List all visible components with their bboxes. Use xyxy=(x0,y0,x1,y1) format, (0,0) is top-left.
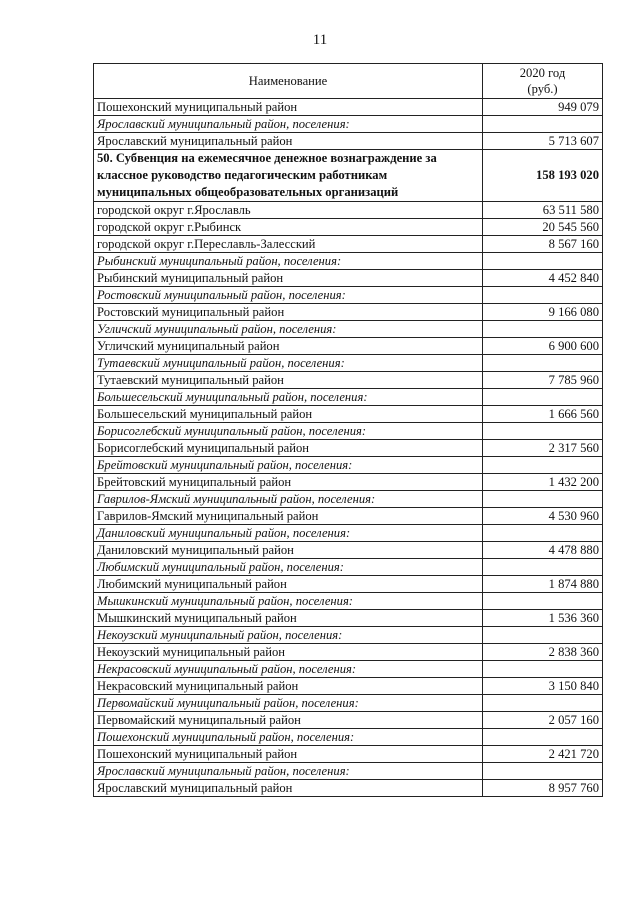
row-value xyxy=(483,593,603,610)
row-name: 50. Субвенция на ежемесячное денежное вознаграждение за классное руководство педагогическим работникам муниципальных общеобразовательных организаций xyxy=(94,150,483,202)
row-value xyxy=(483,457,603,474)
subheading-row xyxy=(94,321,603,338)
row-value xyxy=(483,321,603,338)
row-name: городской округ г.Ярославль xyxy=(94,202,483,219)
table-row xyxy=(94,610,603,627)
row-value xyxy=(483,253,603,270)
row-name: Гаврилов-Ямский муниципальный район, поселения: xyxy=(94,491,483,508)
row-value xyxy=(483,559,603,576)
table-row xyxy=(94,644,603,661)
row-name: Ярославский муниципальный район, поселения: xyxy=(94,116,483,133)
subheading-row xyxy=(94,627,603,644)
row-name: Мышкинский муниципальный район, поселения: xyxy=(94,593,483,610)
table-row xyxy=(94,576,603,593)
row-value: 7 785 960 xyxy=(483,372,603,389)
table-header-row xyxy=(94,64,603,99)
row-name: городской округ г.Переславль-Залесский xyxy=(94,236,483,253)
row-name: Брейтовский муниципальный район xyxy=(94,474,483,491)
budget-table xyxy=(93,63,603,797)
row-name: Любимский муниципальный район xyxy=(94,576,483,593)
subheading-row xyxy=(94,525,603,542)
row-value: 2 421 720 xyxy=(483,746,603,763)
row-value: 5 713 607 xyxy=(483,133,603,150)
row-value: 63 511 580 xyxy=(483,202,603,219)
row-value xyxy=(483,729,603,746)
table-row xyxy=(94,406,603,423)
table-row xyxy=(94,678,603,695)
subheading-row xyxy=(94,661,603,678)
row-name: Пошехонский муниципальный район xyxy=(94,99,483,116)
row-value: 9 166 080 xyxy=(483,304,603,321)
row-name: Некрасовский муниципальный район xyxy=(94,678,483,695)
row-value: 2 057 160 xyxy=(483,712,603,729)
row-value: 1 666 560 xyxy=(483,406,603,423)
column-header-name: Наименование xyxy=(94,64,483,99)
column-header-year-label: 2020 год xyxy=(519,66,566,80)
row-value xyxy=(483,525,603,542)
table-row xyxy=(94,202,603,219)
row-name: Рыбинский муниципальный район xyxy=(94,270,483,287)
row-value xyxy=(483,627,603,644)
table-row xyxy=(94,236,603,253)
row-name: Любимский муниципальный район, поселения: xyxy=(94,559,483,576)
row-name: Угличский муниципальный район, поселения: xyxy=(94,321,483,338)
table-row xyxy=(94,780,603,797)
subheading-row xyxy=(94,491,603,508)
row-value xyxy=(483,695,603,712)
row-value: 8 957 760 xyxy=(483,780,603,797)
row-value: 4 478 880 xyxy=(483,542,603,559)
row-name: Ростовский муниципальный район, поселения: xyxy=(94,287,483,304)
table-row xyxy=(94,440,603,457)
subheading-row xyxy=(94,389,603,406)
row-name: Угличский муниципальный район xyxy=(94,338,483,355)
row-name: Борисоглебский муниципальный район xyxy=(94,440,483,457)
row-name: Ярославский муниципальный район xyxy=(94,133,483,150)
table-row xyxy=(94,542,603,559)
row-name: Гаврилов-Ямский муниципальный район xyxy=(94,508,483,525)
row-value: 1 536 360 xyxy=(483,610,603,627)
row-value: 949 079 xyxy=(483,99,603,116)
section-row xyxy=(94,150,603,202)
row-name: Пошехонский муниципальный район xyxy=(94,746,483,763)
subheading-row xyxy=(94,729,603,746)
row-value: 8 567 160 xyxy=(483,236,603,253)
row-value: 6 900 600 xyxy=(483,338,603,355)
row-value xyxy=(483,661,603,678)
subheading-row xyxy=(94,763,603,780)
table-row xyxy=(94,219,603,236)
row-name: Даниловский муниципальный район xyxy=(94,542,483,559)
row-name: Ярославский муниципальный район xyxy=(94,780,483,797)
page-number: 11 xyxy=(312,32,328,48)
subheading-row xyxy=(94,116,603,133)
column-header-unit: (руб.) xyxy=(527,82,558,96)
row-value: 2 317 560 xyxy=(483,440,603,457)
table-row xyxy=(94,474,603,491)
row-value: 4 452 840 xyxy=(483,270,603,287)
row-value: 20 545 560 xyxy=(483,219,603,236)
row-name: Борисоглебский муниципальный район, поселения: xyxy=(94,423,483,440)
table-body xyxy=(94,99,603,797)
row-name: Некоузский муниципальный район xyxy=(94,644,483,661)
table-row xyxy=(94,746,603,763)
row-value: 1 874 880 xyxy=(483,576,603,593)
subheading-row xyxy=(94,457,603,474)
subheading-row xyxy=(94,593,603,610)
subheading-row xyxy=(94,253,603,270)
table-row xyxy=(94,372,603,389)
row-name: Рыбинский муниципальный район, поселения: xyxy=(94,253,483,270)
table-row xyxy=(94,99,603,116)
row-name: Некоузский муниципальный район, поселения: xyxy=(94,627,483,644)
row-value: 1 432 200 xyxy=(483,474,603,491)
row-value xyxy=(483,491,603,508)
row-value xyxy=(483,423,603,440)
row-name: Пошехонский муниципальный район, поселения: xyxy=(94,729,483,746)
table-row xyxy=(94,508,603,525)
table-row xyxy=(94,133,603,150)
subheading-row xyxy=(94,423,603,440)
row-value xyxy=(483,763,603,780)
row-name: Брейтовский муниципальный район, поселения: xyxy=(94,457,483,474)
row-name: Первомайский муниципальный район xyxy=(94,712,483,729)
row-name: Тутаевский муниципальный район xyxy=(94,372,483,389)
row-name: Мышкинский муниципальный район xyxy=(94,610,483,627)
table-row xyxy=(94,304,603,321)
table-row xyxy=(94,270,603,287)
row-name: Ярославский муниципальный район, поселения: xyxy=(94,763,483,780)
row-value: 4 530 960 xyxy=(483,508,603,525)
row-value xyxy=(483,355,603,372)
row-name: Ростовский муниципальный район xyxy=(94,304,483,321)
row-value: 3 150 840 xyxy=(483,678,603,695)
table-row xyxy=(94,712,603,729)
row-name: Даниловский муниципальный район, поселения: xyxy=(94,525,483,542)
subheading-row xyxy=(94,287,603,304)
row-value xyxy=(483,116,603,133)
row-value xyxy=(483,389,603,406)
row-name: Тутаевский муниципальный район, поселения: xyxy=(94,355,483,372)
row-value: 2 838 360 xyxy=(483,644,603,661)
row-name: Первомайский муниципальный район, поселения: xyxy=(94,695,483,712)
row-name: Некрасовский муниципальный район, поселения: xyxy=(94,661,483,678)
row-name: Большесельский муниципальный район, поселения: xyxy=(94,389,483,406)
row-value xyxy=(483,287,603,304)
subheading-row xyxy=(94,559,603,576)
table-row xyxy=(94,338,603,355)
row-value: 158 193 020 xyxy=(483,150,603,202)
row-name: Большесельский муниципальный район xyxy=(94,406,483,423)
row-name: городской округ г.Рыбинск xyxy=(94,219,483,236)
subheading-row xyxy=(94,355,603,372)
column-header-year xyxy=(483,64,603,99)
subheading-row xyxy=(94,695,603,712)
